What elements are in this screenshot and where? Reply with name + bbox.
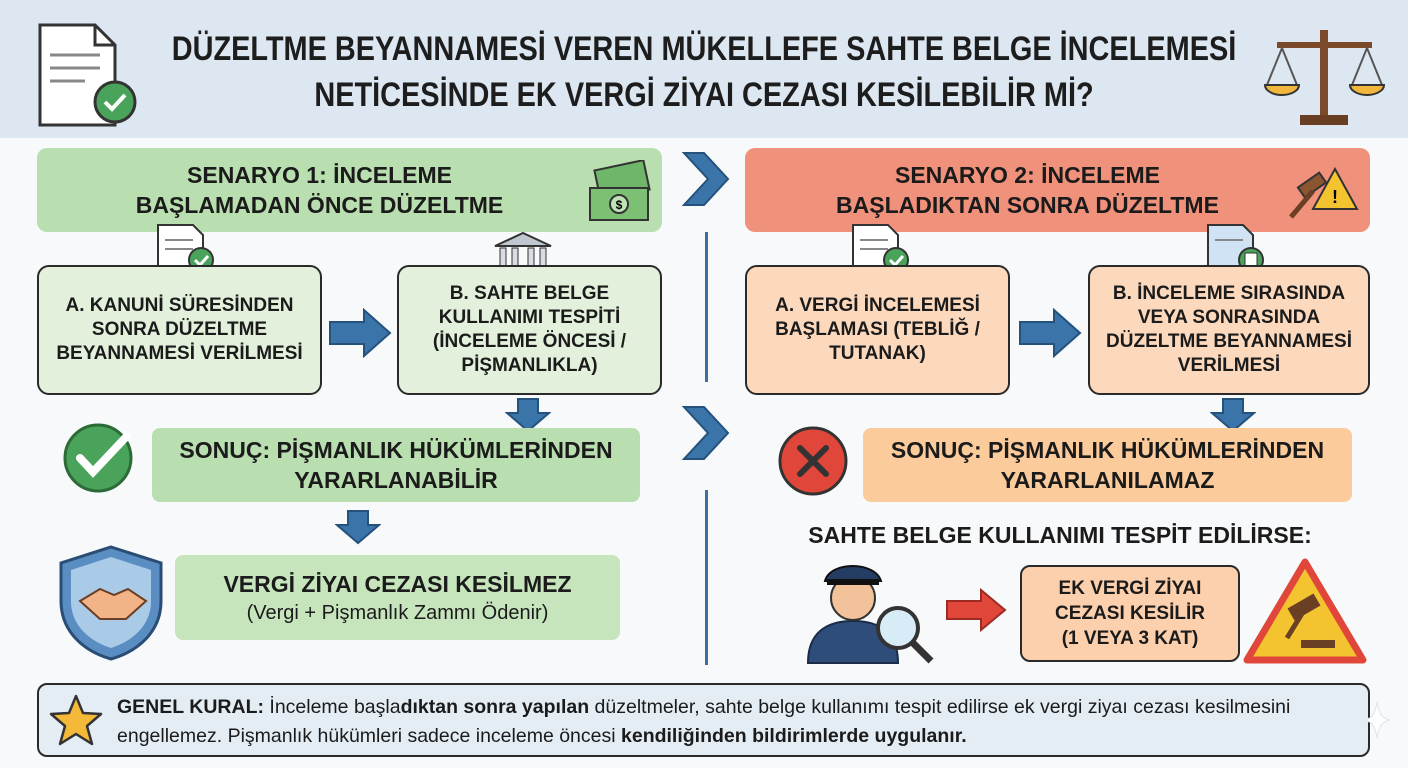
divider-line <box>705 490 708 665</box>
money-icon <box>585 160 655 225</box>
check-circle-icon <box>60 420 142 494</box>
x-circle-icon <box>776 424 852 498</box>
scenario2-step-a: A. VERGİ İNCELEMESİ BAŞLAMASI (TEBLİĞ / TUTANAK) <box>745 265 1010 395</box>
general-rule-label: GENEL KURAL: <box>117 696 264 718</box>
general-rule-box <box>37 683 1370 757</box>
scenario2-header: SENARYO 2: İNCELEME BAŞLADIKTAN SONRA DÜZELTME <box>745 148 1370 232</box>
arrow-right-icon <box>328 308 392 358</box>
scenario2-condition: SAHTE BELGE KULLANIMI TESPİT EDİLİRSE: <box>808 522 1312 548</box>
scenario2-result: SONUÇ: PİŞMANLIK HÜKÜMLERİNDEN YARARLANILAMAZ <box>863 428 1352 502</box>
scenario1-final-result: VERGİ ZİYAI CEZASI KESİLMEZ (Vergi + Pişmanlık Zammı Ödenir) <box>175 555 620 640</box>
svg-text:!: ! <box>1332 187 1338 207</box>
sparkle-icon <box>1362 700 1392 740</box>
gavel-warning-icon <box>1285 165 1360 225</box>
scenario1-step-a: A. KANUNİ SÜRESİNDEN SONRA DÜZELTME BEYANNAMESİ VERİLMESİ <box>37 265 322 395</box>
scenario1-header: SENARYO 1: İNCELEME BAŞLAMADAN ÖNCE DÜZELTME <box>37 148 662 232</box>
page-title: DÜZELTME BEYANNAMESİ VEREN MÜKELLEFE SAHTE BELGE İNCELEMESİ NETİCESİNDE EK VERGİ ZİYAI CEZASI KESİLEBİLİR Mİ? <box>171 30 1237 114</box>
scenario1-step-b: B. SAHTE BELGE KULLANIMI TESPİTİ (İNCELEME ÖNCESİ / PİŞMANLIKLA) <box>397 265 662 395</box>
arrow-right-red-icon <box>945 588 1007 632</box>
rule-text: İnceleme başla <box>263 696 401 718</box>
arrow-right-icon <box>1018 308 1082 358</box>
rule-text-bold: dıktan sonra yapılan <box>400 696 590 718</box>
rule-text: düzeltmeler, sahte belge kullanımı tespit edilirse ek vergi ziyaı cezası kesilmesini engellemez. Pişmanlık hükümleri sadece inceleme öncesi <box>117 696 1291 747</box>
inspector-magnifier-icon <box>803 553 938 665</box>
star-icon <box>48 693 104 749</box>
arrow-down-icon <box>335 510 381 546</box>
scenario2-step-b: B. İNCELEME SIRASINDA VEYA SONRASINDA DÜZELTME BEYANNAMESİ VERİLMESİ <box>1088 265 1370 395</box>
arrow-down-icon <box>1210 398 1256 432</box>
shield-handshake-icon <box>55 543 167 663</box>
svg-text:$: $ <box>615 198 623 212</box>
arrow-down-icon <box>505 398 551 432</box>
warning-gavel-icon <box>1243 556 1368 666</box>
chevron-right-icon <box>680 150 732 208</box>
divider-line <box>705 232 708 382</box>
chevron-right-icon <box>680 404 732 462</box>
scenario1-result: SONUÇ: PİŞMANLIK HÜKÜMLERİNDEN YARARLANABİLİR <box>152 428 640 502</box>
scenario2-final-result: EK VERGİ ZİYAI CEZASI KESİLİR (1 VEYA 3 KAT) <box>1020 565 1240 662</box>
rule-text-bold: kendiliğinden bildirimlerde uygulanır. <box>621 725 967 747</box>
